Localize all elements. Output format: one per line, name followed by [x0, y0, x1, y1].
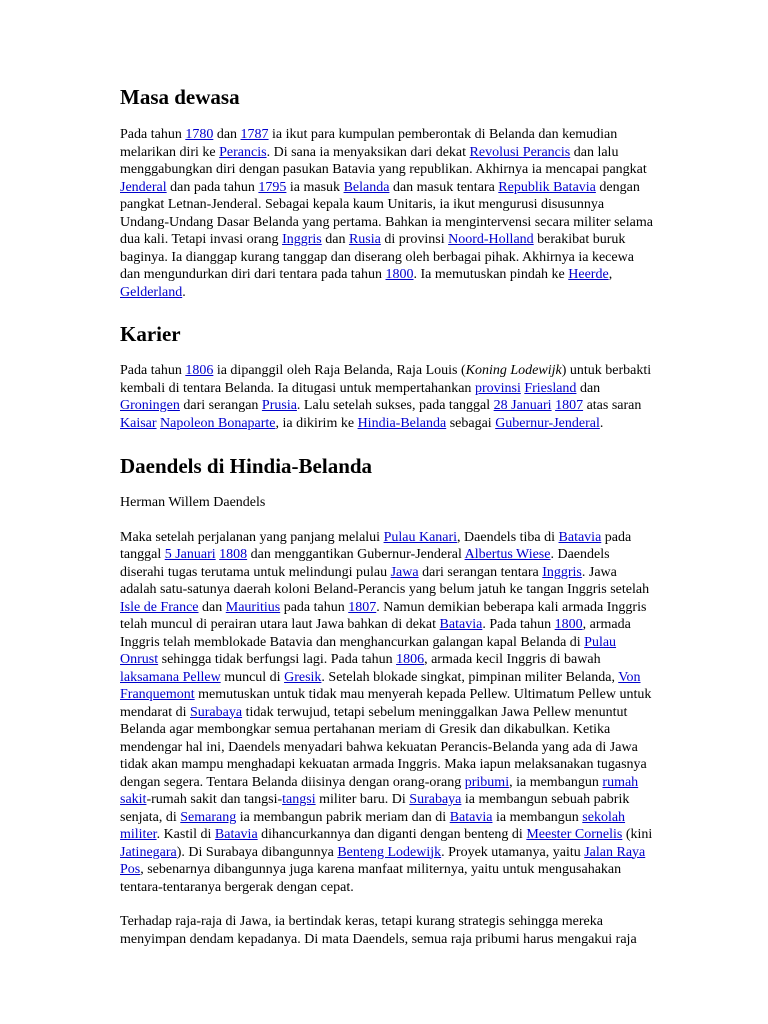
wiki-link[interactable]: Batavia — [214, 827, 258, 842]
section-heading: Daendels di Hindia-Belanda — [120, 454, 373, 478]
wiki-link[interactable]: Batavia — [449, 809, 493, 825]
wiki-link[interactable]: Surabaya — [189, 704, 243, 720]
wiki-link[interactable]: Batavia — [558, 529, 602, 545]
wiki-link[interactable]: Prusia — [261, 398, 297, 413]
wiki-link[interactable]: Republik Batavia — [498, 179, 596, 195]
section-heading: Masa dewasa — [120, 85, 240, 109]
wiki-link[interactable]: Isle de France — [120, 599, 199, 615]
wiki-link[interactable]: 1807 — [348, 599, 377, 615]
wiki-link[interactable]: 1780 — [185, 127, 214, 142]
wiki-link[interactable]: 1800 — [385, 267, 414, 282]
wiki-link[interactable]: Gubernur-Jenderal — [495, 415, 600, 431]
wiki-link[interactable]: Jatinegara — [120, 844, 177, 860]
wiki-link[interactable]: Rusia — [348, 232, 381, 247]
wiki-link[interactable]: 1807 — [555, 398, 584, 413]
wiki-link[interactable]: 1795 — [258, 179, 287, 195]
wiki-link[interactable]: Gelderland — [120, 284, 183, 300]
wiki-link[interactable]: Benteng Lodewijk — [337, 844, 442, 860]
wiki-link[interactable]: Napoleon Bonaparte — [160, 415, 276, 431]
wiki-link[interactable]: Pulau Onrust — [120, 634, 617, 667]
wiki-link[interactable]: 1787 — [240, 127, 269, 142]
wiki-link[interactable]: Semarang — [180, 809, 237, 825]
wiki-link[interactable]: Batavia — [439, 617, 483, 632]
wiki-link[interactable]: rumah sakit — [120, 774, 639, 807]
wiki-link[interactable]: Belanda — [343, 179, 390, 195]
wiki-link[interactable]: Revolusi Perancis — [469, 144, 571, 160]
wiki-link[interactable]: Gresik — [284, 669, 322, 685]
wiki-link[interactable]: Von Franquemont — [120, 669, 641, 702]
wiki-link[interactable]: tangsi — [282, 792, 316, 807]
wiki-link[interactable]: Friesland — [524, 380, 577, 396]
wiki-link[interactable]: Hindia-Belanda — [357, 415, 447, 431]
paragraph: Pada tahun 1806 ia dipanggil oleh Raja Belanda, Raja Louis (Koning Lodewijk) untuk berbakti kembali di tentara Belanda. Ia ditugasi untuk mempertahankan provinsi Friesland dan Groningen dari serangan Prusia. Lalu setelah sukses, pada tanggal 28 Januari 1807 atas saran Kaisar Napoleon Bonaparte, ia dikirim ke Hindia-Belanda sebagai Gubernur-Jenderal. — [120, 363, 652, 431]
wiki-link[interactable]: Meester Cornelis — [526, 827, 623, 842]
wiki-link[interactable]: provinsi — [474, 380, 521, 396]
wiki-link[interactable]: sekolah militer — [120, 809, 626, 842]
wiki-link[interactable]: Noord-Holland — [448, 232, 534, 247]
wiki-link[interactable]: 1800 — [554, 617, 583, 632]
wiki-link[interactable]: 5 Januari — [164, 547, 216, 562]
wiki-link[interactable]: Inggris — [542, 564, 582, 580]
wiki-link[interactable]: Albertus Wiese — [464, 547, 551, 562]
wiki-link[interactable]: Groningen — [120, 398, 180, 413]
wiki-link[interactable]: Jalan Raya Pos — [120, 844, 646, 877]
wiki-link[interactable]: Perancis — [219, 144, 267, 160]
image-caption: Herman Willem Daendels — [120, 495, 266, 510]
wiki-link[interactable]: 1808 — [219, 547, 248, 562]
wiki-link[interactable]: Kaisar — [120, 415, 157, 431]
wiki-link[interactable]: Mauritius — [225, 599, 281, 615]
italic-text: Koning Lodewijk — [465, 363, 562, 378]
paragraph: Maka setelah perjalanan yang panjang melalui Pulau Kanari, Daendels tiba di Batavia pada tanggal 5 Januari 1808 dan menggantikan Gubernur-Jenderal Albertus Wiese. Daendels diserahi tugas terutama untuk melindungi pulau Jawa dari serangan tentara Inggris. Jawa adalah satu-satunya daerah koloni Beland-Perancis yang belum jatuh ke tangan Inggris setelah Isle de France dan Mauritius pada tahun 1807. Namun demikian beberapa kali armada Inggris telah muncul di perairan utara laut Jawa bahkan di dekat Batavia. Pada tahun 1800, armada Inggris telah memblokade Batavia dan menghancurkan galangan kapal Belanda di Pulau Onrust sehingga tidak berfungsi lagi. Pada tahun 1806, armada kecil Inggris di bawah laksamana Pellew muncul di Gresik. Setelah blokade singkat, pimpinan militer Belanda, Von Franquemont memutuskan untuk tidak mau menyerah kepada Pellew. Ultimatum Pellew untuk mendarat di Surabaya tidak terwujud, tetapi sebelum meninggalkan Jawa Pellew menuntut Belanda agar membongkar semua pertahanan meriam di Gresik dan dikabulkan. Ketika mendengar hal ini, Daendels menyadari bahwa kekuatan Perancis-Belanda yang ada di Jawa tidak akan mampu menghadapi kekuatan armada Inggris. Maka iapun melaksanakan tugasnya dengan segera. Tentara Belanda diisinya dengan orang-orang pribumi, ia membangun rumah sakit-rumah sakit dan tangsi-tangsi militer baru. Di Surabaya ia membangun sebuah pabrik senjata, di Semarang ia membangun pabrik meriam dan di Batavia ia membangun sekolah militer. Kastil di Batavia dihancurkannya dan diganti dengan benteng di Meester Cornelis (kini Jatinegara). Di Surabaya dibangunnya Benteng Lodewijk. Proyek utamanya, yaitu Jalan Raya Pos, sebenarnya dibangunnya juga karena manfaat militernya, yaitu untuk mengusahakan tentara-tentaranya bergerak dengan cepat. — [120, 529, 653, 895]
paragraph: Pada tahun 1780 dan 1787 ia ikut para kumpulan pemberontak di Belanda dan kemudian melarikan diri ke Perancis. Di sana ia menyaksikan dari dekat Revolusi Perancis dan lalu menggabungkan diri dengan pasukan Batavia yang republikan. Akhirnya ia mencapai pangkat Jenderal dan pada tahun 1795 ia masuk Belanda dan masuk tentara Republik Batavia dengan pangkat Letnan-Jenderal. Sebagai kepala kaum Unitaris, ia ikut mengurusi disusunnya Undang-Undang Dasar Belanda yang pertama. Bahkan ia mengintervensi secara militer selama dua kali. Tetapi invasi orang Inggris dan Rusia di provinsi Noord-Holland berakibat buruk baginya. Ia dianggap kurang tanggap dan diserang oleh berbagai pihak. Akhirnya ia kecewa dan mengundurkan diri dari tentara pada tahun 1800. Ia memutuskan pindah ke Heerde, Gelderland. — [120, 127, 653, 300]
wiki-link[interactable]: pribumi — [464, 774, 510, 790]
wiki-link[interactable]: Pulau Kanari — [383, 529, 458, 545]
paragraph: Terhadap raja-raja di Jawa, ia bertindak keras, tetapi kurang strategis sehingga mereka menyimpan dendam kepadanya. Di mata Daendels, semua raja pribumi harus mengakui raja — [120, 914, 637, 947]
section-heading: Karier — [120, 322, 181, 346]
wiki-link[interactable]: 28 Januari — [493, 398, 552, 413]
wiki-link[interactable]: Jenderal — [120, 179, 167, 195]
wiki-link[interactable]: 1806 — [396, 652, 425, 667]
wiki-link[interactable]: Jawa — [390, 564, 419, 580]
wiki-link[interactable]: 1806 — [185, 363, 214, 378]
wiki-link[interactable]: laksamana Pellew — [120, 669, 221, 685]
wiki-link[interactable]: Inggris — [282, 232, 322, 247]
wiki-link[interactable]: Surabaya — [409, 792, 462, 807]
wiki-link[interactable]: Heerde — [568, 267, 609, 282]
